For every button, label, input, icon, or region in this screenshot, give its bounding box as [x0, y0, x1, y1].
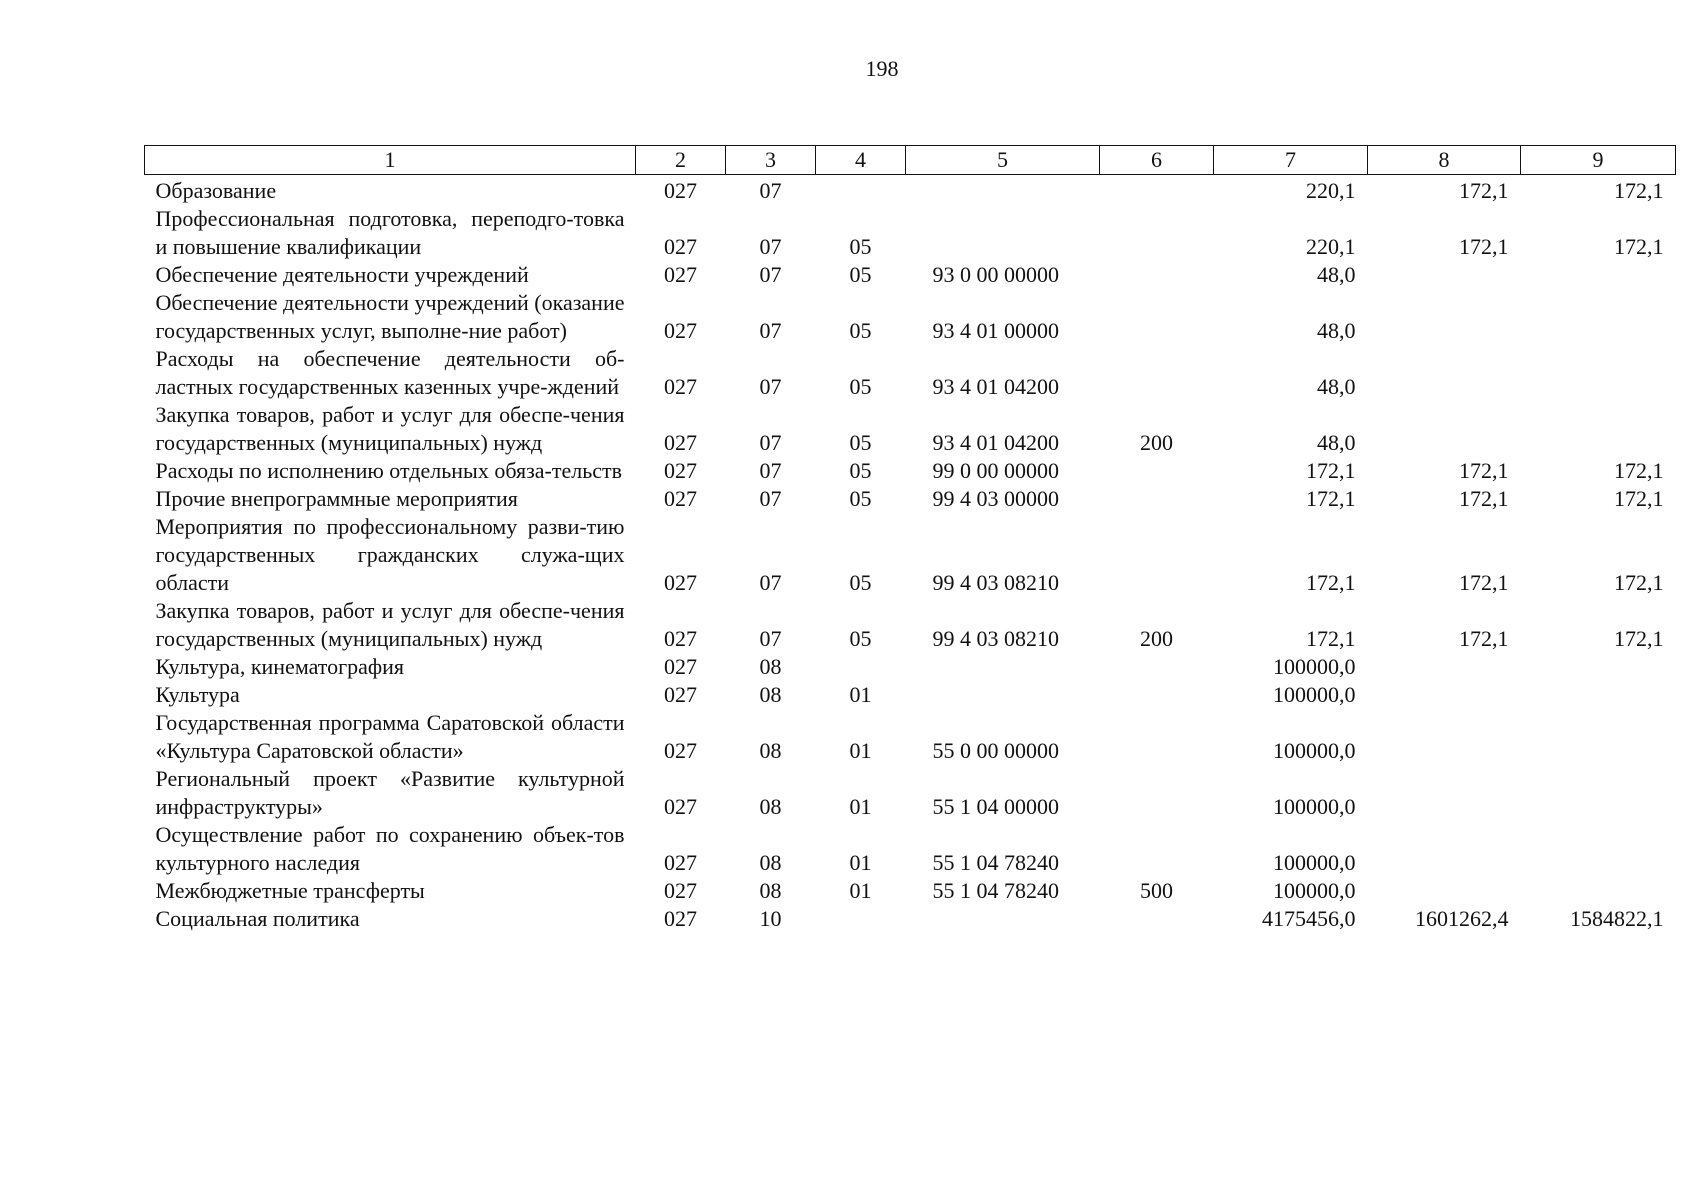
- row-ministry-code: 027: [664, 654, 697, 679]
- row-name: Профессиональная подготовка, переподго-товка и повышение квалификации: [155, 206, 625, 259]
- row-subsection-code: 05: [849, 430, 872, 455]
- row-target-article: 93 4 01 04200: [932, 374, 1059, 399]
- row-amount-col8: [1368, 261, 1521, 289]
- row-section-code: 08: [759, 738, 782, 763]
- row-amount-col9: 172,1: [1614, 626, 1664, 651]
- header-col-3: 3: [726, 146, 816, 175]
- header-col-8: 8: [1368, 146, 1521, 175]
- table-row: [145, 261, 1676, 289]
- row-expense-type: 500: [1140, 878, 1173, 903]
- row-target-article: 99 4 03 00000: [932, 486, 1059, 511]
- row-amount-col8: 172,1: [1459, 570, 1509, 595]
- table-header-row: [145, 146, 1676, 175]
- table-row: [145, 289, 1676, 345]
- row-expense-type: [1100, 821, 1214, 877]
- row-subsection-code: 01: [849, 878, 872, 903]
- row-amount-col7: 48,0: [1317, 318, 1356, 343]
- row-amount-col7: 48,0: [1317, 262, 1356, 287]
- page-number: 198: [865, 56, 899, 81]
- header-col-4: 4: [816, 146, 906, 175]
- row-amount-col8: [1368, 709, 1521, 765]
- row-expense-type: 200: [1140, 626, 1173, 651]
- row-subsection-code: 05: [849, 234, 872, 259]
- row-subsection-code: 05: [849, 262, 872, 287]
- row-ministry-code: 027: [664, 682, 697, 707]
- row-amount-col9: [1521, 765, 1676, 821]
- row-expense-type: 200: [1140, 430, 1173, 455]
- row-ministry-code: 027: [664, 318, 697, 343]
- row-section-code: 07: [759, 430, 782, 455]
- row-section-code: 07: [759, 262, 782, 287]
- row-expense-type: [1100, 905, 1214, 933]
- row-name: Мероприятия по профессиональному разви-тию государственных гражданских служа-щих области: [155, 514, 625, 595]
- row-amount-col8: [1368, 653, 1521, 681]
- row-amount-col9: [1521, 821, 1676, 877]
- row-name: Культура: [155, 682, 240, 707]
- row-expense-type: [1100, 765, 1214, 821]
- row-section-code: 08: [759, 794, 782, 819]
- table-row: [145, 345, 1676, 401]
- row-expense-type: [1100, 205, 1214, 261]
- row-target-article: 99 4 03 08210: [932, 626, 1059, 651]
- row-name: Межбюджетные трансферты: [155, 878, 425, 903]
- row-amount-col9: [1521, 289, 1676, 345]
- table-row: [145, 401, 1676, 457]
- row-target-article: 55 1 04 78240: [932, 878, 1059, 903]
- row-amount-col7: 172,1: [1306, 458, 1356, 483]
- row-amount-col7: 100000,0: [1273, 654, 1356, 679]
- row-amount-col7: 4175456,0: [1262, 906, 1356, 931]
- row-name: Культура, кинематография: [155, 654, 405, 679]
- row-section-code: 07: [759, 626, 782, 651]
- row-amount-col7: 100000,0: [1273, 794, 1356, 819]
- row-amount-col7: 48,0: [1317, 374, 1356, 399]
- row-amount-col8: [1368, 877, 1521, 905]
- row-ministry-code: 027: [664, 178, 697, 203]
- table-row: [145, 653, 1676, 681]
- row-target-article: 99 0 00 00000: [932, 458, 1059, 483]
- row-amount-col9: [1521, 345, 1676, 401]
- row-name: Социальная политика: [155, 906, 360, 931]
- table-row: [145, 877, 1676, 905]
- row-subsection-code: 01: [849, 738, 872, 763]
- row-section-code: 07: [759, 458, 782, 483]
- row-amount-col9: [1521, 261, 1676, 289]
- table-row: [145, 175, 1676, 206]
- row-amount-col8: 172,1: [1459, 458, 1509, 483]
- row-name: Образование: [155, 178, 277, 203]
- row-ministry-code: 027: [664, 850, 697, 875]
- header-col-1: 1: [145, 146, 636, 175]
- row-amount-col8: [1368, 289, 1521, 345]
- row-name: Обеспечение деятельности учреждений: [155, 262, 529, 287]
- table-row: [145, 513, 1676, 597]
- row-amount-col8: [1368, 821, 1521, 877]
- row-target-article: 55 0 00 00000: [932, 738, 1059, 763]
- row-target-article: 93 0 00 00000: [932, 262, 1059, 287]
- row-subsection-code: 01: [849, 850, 872, 875]
- row-subsection-code: 05: [849, 458, 872, 483]
- row-expense-type: [1100, 457, 1214, 485]
- row-ministry-code: 027: [664, 906, 697, 931]
- row-amount-col7: 220,1: [1306, 234, 1356, 259]
- table-row: [145, 709, 1676, 765]
- header-col-6: 6: [1100, 146, 1214, 175]
- row-section-code: 10: [759, 906, 782, 931]
- row-target-article: [906, 175, 1100, 206]
- row-expense-type: [1100, 653, 1214, 681]
- row-section-code: 08: [759, 682, 782, 707]
- header-col-5: 5: [906, 146, 1100, 175]
- row-amount-col7: 100000,0: [1273, 682, 1356, 707]
- row-amount-col8: [1368, 345, 1521, 401]
- row-target-article: [906, 905, 1100, 933]
- row-amount-col7: 220,1: [1306, 178, 1356, 203]
- row-ministry-code: 027: [664, 626, 697, 651]
- header-col-2: 2: [636, 146, 726, 175]
- row-section-code: 07: [759, 570, 782, 595]
- header-col-7: 7: [1214, 146, 1368, 175]
- row-name: Государственная программа Саратовской области «Культура Саратовской области»: [155, 710, 625, 763]
- header-col-9: 9: [1521, 146, 1676, 175]
- row-amount-col9: 172,1: [1614, 570, 1664, 595]
- row-subsection-code: 05: [849, 318, 872, 343]
- row-name: Осуществление работ по сохранению объек-тов культурного наследия: [155, 822, 625, 875]
- row-ministry-code: 027: [664, 794, 697, 819]
- row-target-article: 93 4 01 04200: [932, 430, 1059, 455]
- row-amount-col9: [1521, 401, 1676, 457]
- row-amount-col9: 172,1: [1614, 234, 1664, 259]
- row-name: Закупка товаров, работ и услуг для обеспе-чения государственных (муниципальных) нужд: [155, 598, 625, 651]
- row-target-article: [906, 681, 1100, 709]
- row-ministry-code: 027: [664, 486, 697, 511]
- row-amount-col9: 1584822,1: [1570, 906, 1664, 931]
- table-row: [145, 485, 1676, 513]
- row-amount-col8: 172,1: [1459, 234, 1509, 259]
- row-name: Региональный проект «Развитие культурной инфраструктуры»: [155, 766, 625, 819]
- row-section-code: 07: [759, 318, 782, 343]
- budget-table: [144, 145, 1676, 933]
- row-subsection-code: 05: [849, 374, 872, 399]
- row-expense-type: [1100, 345, 1214, 401]
- row-ministry-code: 027: [664, 430, 697, 455]
- row-amount-col8: [1368, 401, 1521, 457]
- row-amount-col7: 48,0: [1317, 430, 1356, 455]
- row-subsection-code: [816, 653, 906, 681]
- row-amount-col8: 172,1: [1459, 178, 1509, 203]
- row-expense-type: [1100, 261, 1214, 289]
- row-target-article: 99 4 03 08210: [932, 570, 1059, 595]
- row-expense-type: [1100, 175, 1214, 206]
- table-body: [145, 175, 1676, 934]
- row-amount-col9: 172,1: [1614, 458, 1664, 483]
- row-expense-type: [1100, 289, 1214, 345]
- row-ministry-code: 027: [664, 878, 697, 903]
- row-expense-type: [1100, 681, 1214, 709]
- row-amount-col7: 100000,0: [1273, 850, 1356, 875]
- row-section-code: 08: [759, 878, 782, 903]
- row-amount-col8: [1368, 765, 1521, 821]
- row-amount-col9: 172,1: [1614, 178, 1664, 203]
- row-name: Обеспечение деятельности учреждений (оказание государственных услуг, выполне-ние работ): [155, 290, 625, 343]
- row-amount-col9: [1521, 709, 1676, 765]
- row-name: Расходы на обеспечение деятельности об-ластных государственных казенных учре-ждений: [155, 346, 625, 399]
- row-target-article: 55 1 04 00000: [932, 794, 1059, 819]
- row-expense-type: [1100, 513, 1214, 597]
- row-expense-type: [1100, 709, 1214, 765]
- row-amount-col9: [1521, 653, 1676, 681]
- row-amount-col9: [1521, 681, 1676, 709]
- row-subsection-code: 01: [849, 794, 872, 819]
- row-target-article: 55 1 04 78240: [932, 850, 1059, 875]
- row-subsection-code: 05: [849, 626, 872, 651]
- row-amount-col9: [1521, 877, 1676, 905]
- table-row: [145, 765, 1676, 821]
- row-amount-col7: 172,1: [1306, 486, 1356, 511]
- row-amount-col8: 1601262,4: [1415, 906, 1509, 931]
- row-name: Закупка товаров, работ и услуг для обеспе-чения государственных (муниципальных) нужд: [155, 402, 625, 455]
- row-section-code: 07: [759, 486, 782, 511]
- row-ministry-code: 027: [664, 234, 697, 259]
- row-amount-col7: 172,1: [1306, 626, 1356, 651]
- row-section-code: 07: [759, 178, 782, 203]
- row-ministry-code: 027: [664, 570, 697, 595]
- row-subsection-code: [816, 905, 906, 933]
- row-section-code: 07: [759, 234, 782, 259]
- row-subsection-code: 05: [849, 486, 872, 511]
- row-ministry-code: 027: [664, 374, 697, 399]
- row-target-article: 93 4 01 00000: [932, 318, 1059, 343]
- row-subsection-code: 01: [849, 682, 872, 707]
- row-amount-col8: 172,1: [1459, 486, 1509, 511]
- row-section-code: 08: [759, 654, 782, 679]
- table-row: [145, 681, 1676, 709]
- row-ministry-code: 027: [664, 738, 697, 763]
- row-ministry-code: 027: [664, 458, 697, 483]
- row-target-article: [906, 205, 1100, 261]
- table-row: [145, 821, 1676, 877]
- table-row: [145, 905, 1676, 933]
- row-subsection-code: [816, 175, 906, 206]
- table-row: [145, 205, 1676, 261]
- row-name: Прочие внепрограммные мероприятия: [155, 486, 518, 511]
- row-amount-col7: 100000,0: [1273, 878, 1356, 903]
- row-section-code: 07: [759, 374, 782, 399]
- row-ministry-code: 027: [664, 262, 697, 287]
- row-expense-type: [1100, 485, 1214, 513]
- row-amount-col8: 172,1: [1459, 626, 1509, 651]
- row-target-article: [906, 653, 1100, 681]
- row-name: Расходы по исполнению отдельных обяза-тельств: [155, 458, 623, 483]
- row-amount-col7: 100000,0: [1273, 738, 1356, 763]
- row-subsection-code: 05: [849, 570, 872, 595]
- table-row: [145, 457, 1676, 485]
- row-amount-col8: [1368, 681, 1521, 709]
- row-amount-col7: 172,1: [1306, 570, 1356, 595]
- table-row: [145, 597, 1676, 653]
- row-amount-col9: 172,1: [1614, 486, 1664, 511]
- row-section-code: 08: [759, 850, 782, 875]
